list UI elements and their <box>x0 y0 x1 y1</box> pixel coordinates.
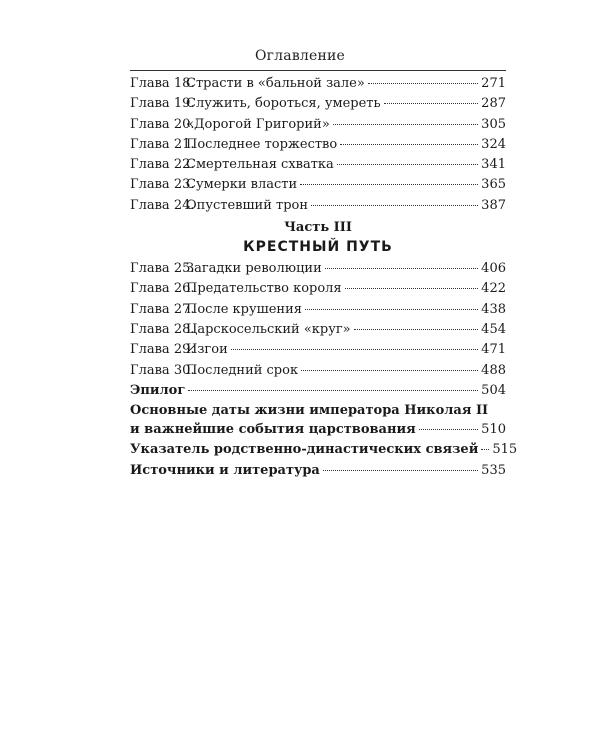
chapter-number: Глава 27. <box>130 301 195 317</box>
table-of-contents <box>130 74 518 481</box>
page-number: 387 <box>481 197 506 213</box>
chapter-number: Глава 18. <box>130 76 195 91</box>
chapter-title: Смертельная схватка <box>186 157 334 173</box>
dot-leader <box>368 83 478 84</box>
toc-entry-epilogue <box>130 381 506 401</box>
chapter-number: Глава 24. <box>130 197 195 213</box>
toc-entry-chapter-21 <box>130 135 506 155</box>
running-head: Оглавление <box>254 48 346 64</box>
dot-leader <box>301 370 478 371</box>
page-number: 454 <box>481 321 506 337</box>
page-number: 535 <box>481 462 506 478</box>
part-title: КРЕСТНЫЙ ПУТЬ <box>243 239 393 256</box>
page-number: 324 <box>481 136 506 152</box>
chapter-title: Сумерки власти <box>186 177 298 193</box>
dot-leader <box>323 470 478 471</box>
toc-entry-chapter-30 <box>130 361 506 381</box>
page-number: 406 <box>481 261 506 277</box>
chapter-title: После крушения <box>186 301 302 317</box>
part-label: Часть III <box>284 220 352 236</box>
chapter-number: Глава 22. <box>130 157 195 173</box>
page-number: 271 <box>481 76 506 91</box>
chapter-number: Глава 23. <box>130 177 195 193</box>
chapter-number: Глава 30. <box>130 362 195 378</box>
dot-leader <box>345 288 479 289</box>
chapter-title: Страсти в «бальной зале» <box>186 76 365 91</box>
toc-entry-index <box>130 440 518 460</box>
chapter-title: Служить, бороться, умереть <box>186 96 381 112</box>
dot-leader <box>354 329 479 330</box>
chapter-title: Загадки революции <box>186 261 322 277</box>
page-number: 438 <box>481 301 506 317</box>
dot-leader <box>231 349 478 350</box>
chapter-title: Последнее торжество <box>186 136 338 152</box>
section-title: Источники и литература <box>130 462 320 478</box>
toc-entry-chapter-22 <box>130 155 506 175</box>
chapter-number: Глава 19. <box>130 96 195 112</box>
chapter-number: Глава 28. <box>130 321 195 337</box>
toc-entry-chapter-23 <box>130 175 506 195</box>
dot-leader <box>333 124 478 125</box>
chapter-title: Царскосельский «круг» <box>186 321 351 337</box>
toc-entry-chapter-28 <box>130 320 506 340</box>
dot-leader <box>337 164 478 165</box>
page-number: 341 <box>481 157 506 173</box>
toc-entry-sources <box>130 461 506 481</box>
page-number: 515 <box>492 442 518 458</box>
page-number: 305 <box>481 116 506 132</box>
toc-entry-chapter-27 <box>130 300 506 320</box>
chapter-title: Изгои <box>186 342 228 358</box>
toc-entry-chapter-29 <box>130 340 506 360</box>
chapter-number: Глава 20. <box>130 116 195 132</box>
dot-leader <box>188 390 478 391</box>
toc-entry-chapter-24 <box>130 196 506 216</box>
page-number: 365 <box>481 177 506 193</box>
toc-entry-dates <box>130 420 506 440</box>
page-number: 504 <box>481 382 506 398</box>
page-number: 287 <box>481 96 506 112</box>
page-number: 422 <box>481 281 506 297</box>
dot-leader <box>311 205 478 206</box>
dot-leader <box>305 309 478 310</box>
chapter-title: «Дорогой Григорий» <box>186 116 330 132</box>
dot-leader <box>481 449 489 450</box>
dot-leader <box>340 144 478 145</box>
page-number: 471 <box>481 342 506 358</box>
chapter-number: Глава 29. <box>130 342 195 358</box>
toc-entry-chapter-25 <box>130 259 506 279</box>
page-number: 488 <box>481 362 506 378</box>
toc-entry-dates-line1: Основные даты жизни императора Николая II <box>130 403 489 419</box>
toc-entry-chapter-18 <box>130 74 506 94</box>
chapter-number: Глава 25. <box>130 261 195 277</box>
chapter-number: Глава 21. <box>130 136 195 152</box>
toc-entry-chapter-20 <box>130 115 506 135</box>
section-title: и важнейшие события царствования <box>130 422 416 438</box>
dot-leader <box>300 184 478 185</box>
toc-entry-chapter-19 <box>130 94 506 114</box>
dot-leader <box>419 429 478 430</box>
section-title: Указатель родственно-династических связей <box>130 442 479 458</box>
chapter-title: Опустевший трон <box>186 197 309 213</box>
section-title: Эпилог <box>130 382 186 398</box>
toc-entry-chapter-26 <box>130 279 506 299</box>
dot-leader <box>325 268 478 269</box>
chapter-title: Предательство короля <box>186 281 342 297</box>
dot-leader <box>384 103 479 104</box>
chapter-title: Последний срок <box>186 362 299 378</box>
page-number: 510 <box>481 422 506 438</box>
chapter-number: Глава 26. <box>130 281 195 297</box>
header-rule <box>130 70 506 71</box>
